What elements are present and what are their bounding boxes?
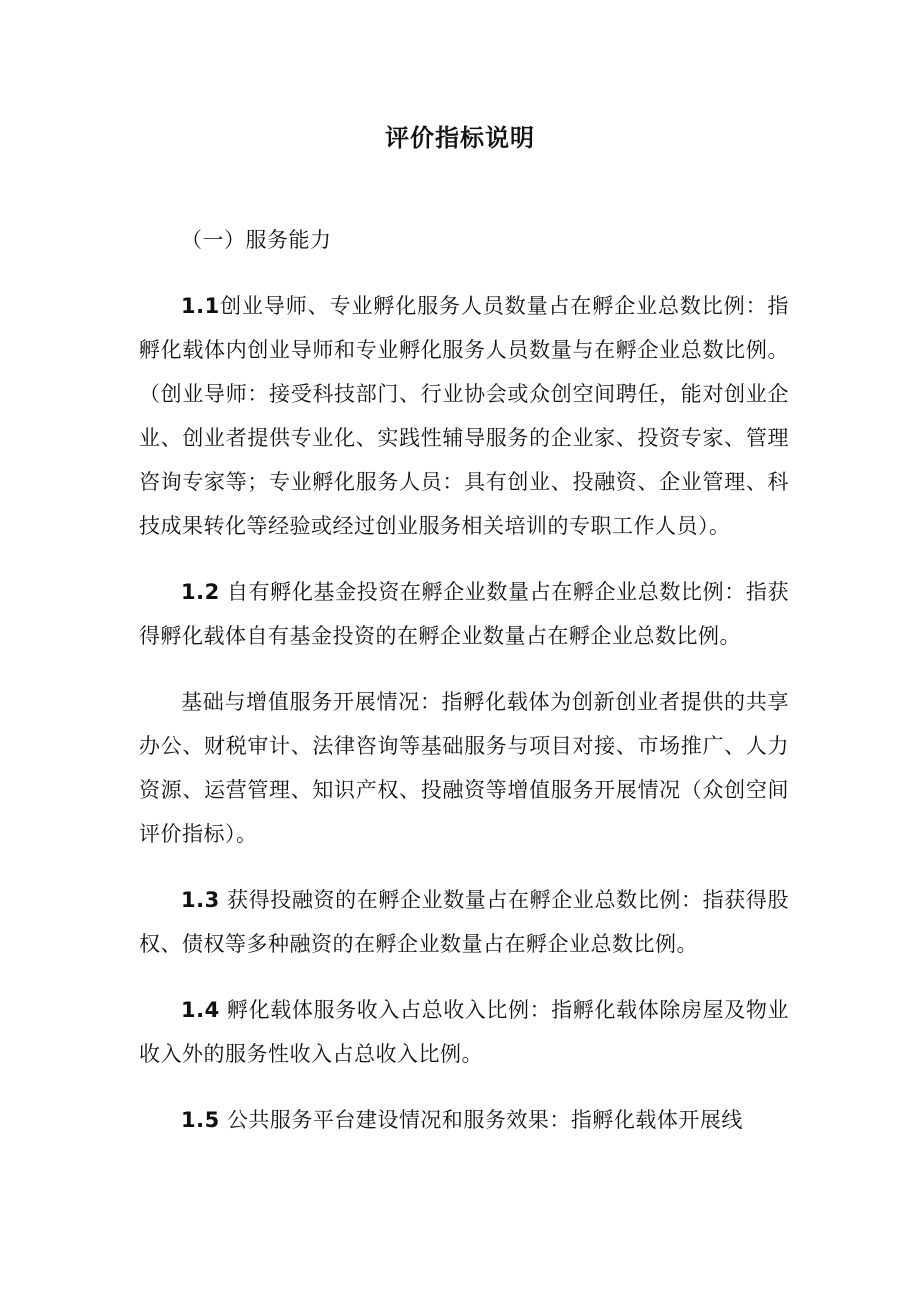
section-heading: （一）服务能力 xyxy=(181,228,332,252)
item-text: 获得投融资的在孵企业数量占在孵企业总数比例：指获得股权、债权等多种融资的在孵企业数量占在孵企业总数比例。 xyxy=(139,888,789,956)
item-text: 自有孵化基金投资在孵企业数量占在孵企业总数比例：指获得孵化载体自有基金投资的在孵企业数量占在孵企业总数比例。 xyxy=(139,580,789,648)
item-number: 1.2 xyxy=(181,580,220,604)
item-text: 公共服务平台建设情况和服务效果：指孵化载体开展线 xyxy=(219,1108,743,1132)
paragraph-1-1 xyxy=(139,284,789,548)
item-number: 1.5 xyxy=(181,1108,220,1132)
paragraph-1-3 xyxy=(139,878,789,966)
paragraph-basic-services xyxy=(139,680,789,856)
item-text: 基础与增值服务开展情况：指孵化载体为创新创业者提供的共享办公、财税审计、法律咨询等基础服务与项目对接、市场推广、人力资源、运营管理、知识产权、投融资等增值服务开展情况（众创空间评价指标）。 xyxy=(139,690,789,846)
paragraph-1-5 xyxy=(139,1098,789,1142)
item-number: 1.1 xyxy=(181,294,220,318)
paragraph-1-2 xyxy=(139,570,789,658)
document-body xyxy=(139,218,789,1164)
document-title: 评价指标说明 xyxy=(385,124,535,152)
paragraph-1-4 xyxy=(139,988,789,1076)
item-number: 1.4 xyxy=(181,998,220,1022)
item-number: 1.3 xyxy=(181,888,220,912)
item-text: 孵化载体服务收入占总收入比例：指孵化载体除房屋及物业收入外的服务性收入占总收入比例。 xyxy=(139,998,789,1066)
item-text: 创业导师、专业孵化服务人员数量占在孵企业总数比例：指孵化载体内创业导师和专业孵化服务人员数量与在孵企业总数比例。（创业导师：接受科技部门、行业协会或众创空间聘任，能对创业企业、创业者提供专业化、实践性辅导服务的企业家、投资专家、管理咨询专家等；专业孵化服务人员：具有创业、投融资、企业管理、科技成果转化等经验或经过创业服务相关培训的专职工作人员）。 xyxy=(139,294,789,538)
